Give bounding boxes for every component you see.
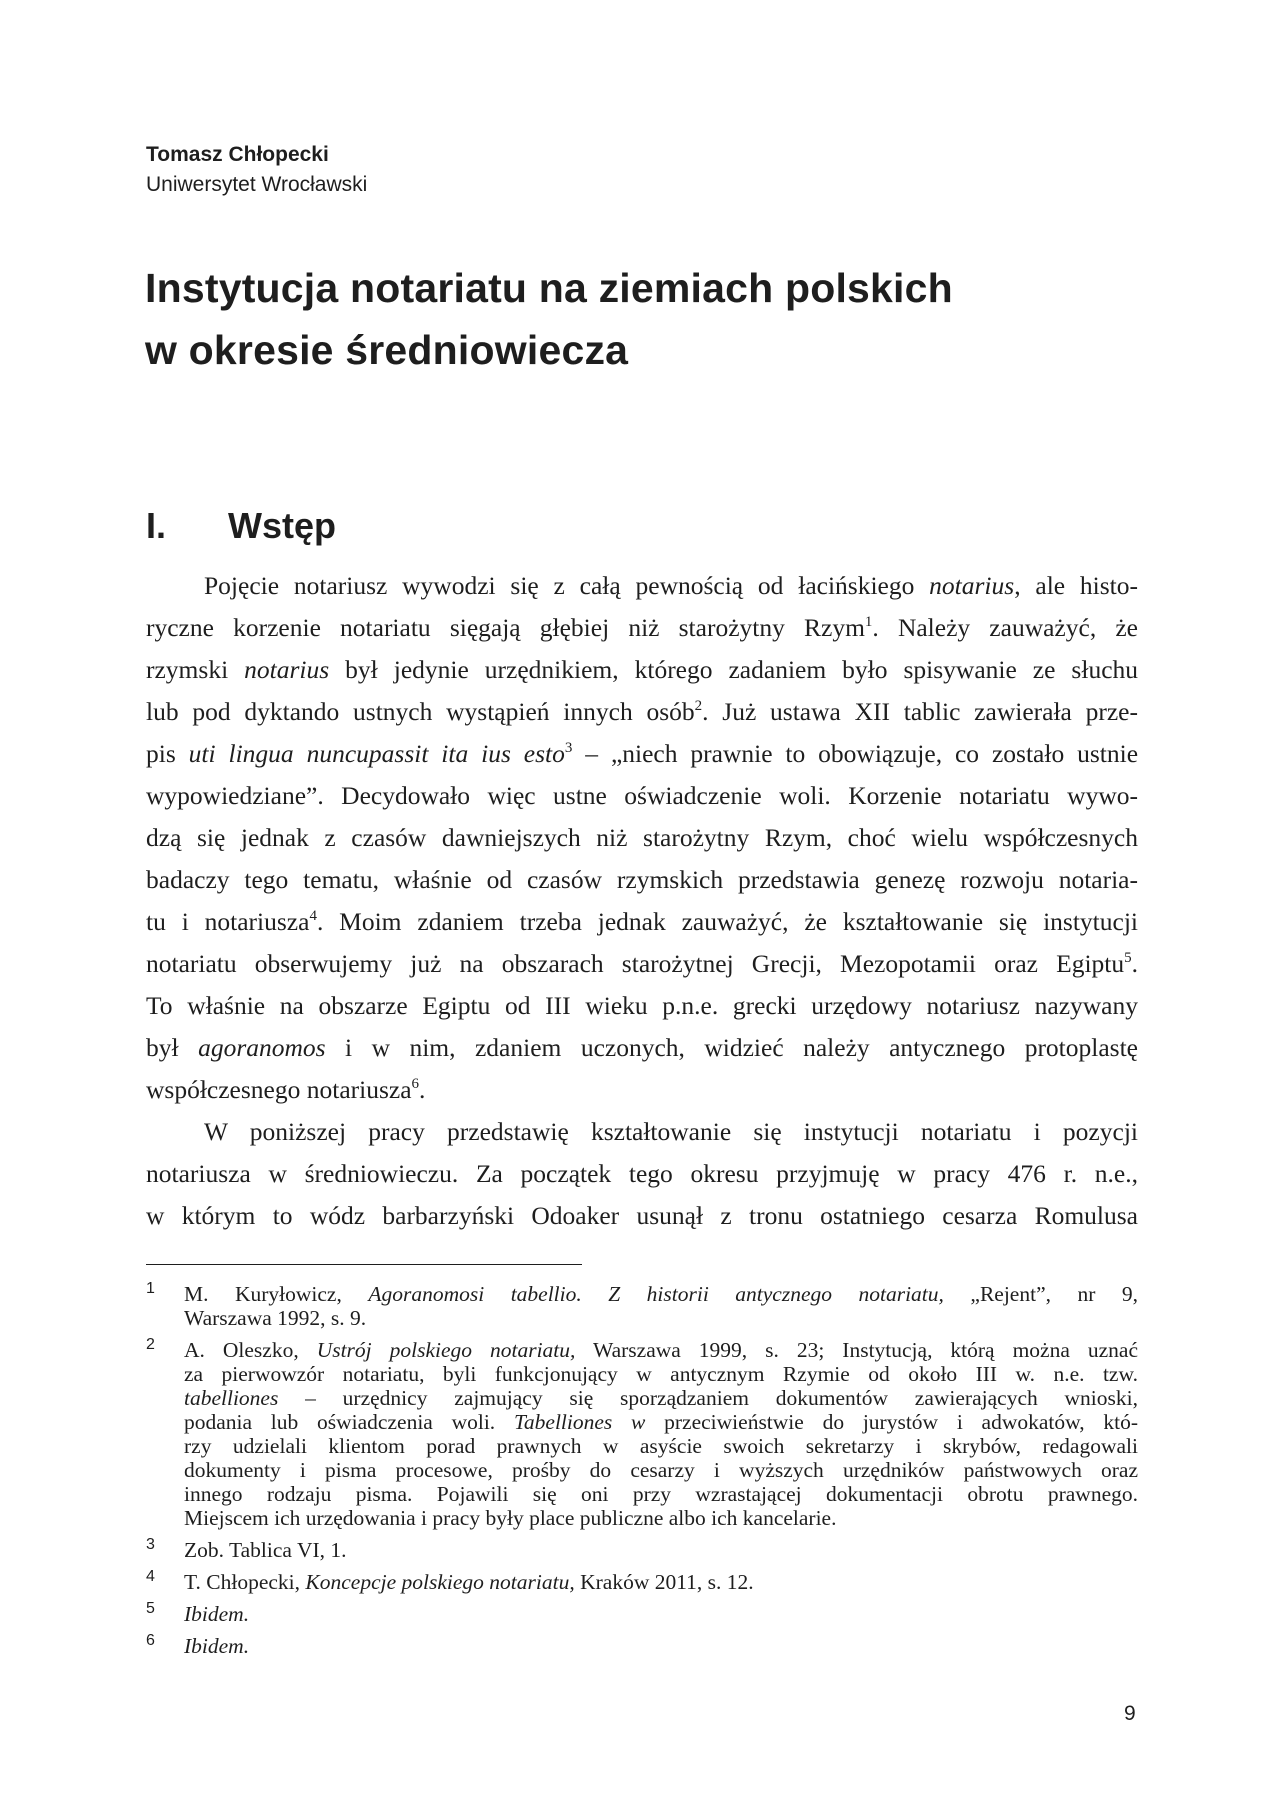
footnote-ref[interactable]: 3 — [564, 740, 573, 756]
section-heading — [146, 505, 336, 547]
body-line: współczesnego notariusza$^6$. — [146, 1075, 426, 1104]
body-line: był agoranomos i w nim, zdaniem uczonych, widzieć należy antycznego protoplastę — [146, 1033, 1138, 1062]
body-line: pis uti lingua nuncupassit ita ius esto$^3$ – „niech prawnie to obowiązuje, co zostało ustnie — [146, 739, 1139, 768]
footnote-number: 4 — [146, 1568, 155, 1585]
footnote-number: 3 — [146, 1536, 155, 1553]
footnote-item: 3 Zob. Tablica VI, 1. — [146, 1536, 347, 1562]
footnote-item: 6 Ibidem. — [146, 1632, 250, 1658]
footnote-item: 5 Ibidem. — [146, 1600, 250, 1626]
title-line-2: w okresie średniowiecza — [145, 327, 629, 373]
body-line: notariusza w średniowieczu. Za początek tego okresu przyjmuję w pracy 476 r. n.e., — [146, 1159, 1138, 1188]
author-name: Tomasz Chłopecki — [146, 143, 329, 166]
article-title — [145, 257, 1145, 381]
body-line: wypowiedziane”. Decydowało więc ustne oświadczenie woli. Korzenie notariatu wywo- — [146, 781, 1138, 810]
footnote-number: 5 — [146, 1600, 155, 1617]
footnote-divider — [146, 1264, 582, 1265]
body-line: Pojęcie notariusz wywodzi się z całą pewnością od łacińskiego notarius, ale histo- — [204, 571, 1138, 600]
author-affiliation: Uniwersytet Wrocławski — [146, 173, 368, 196]
footnote-ref[interactable]: 6 — [411, 1076, 420, 1092]
footnote-number: 6 — [146, 1632, 155, 1649]
footnote-item: 2 A. Oleszko, Ustrój polskiego notariatu, Warszawa 1999, s. 23; Instytucją, którą można uznać za pierwowzór notariatu, byli funkcjonujący w antycznym Rzymie od około III w. n.e. tzw. tabelliones – urzędnicy zajmujący się sporządzaniem dokumentów zawierających wnioski, podania lub oświadczenia woli. Tabelliones w przeciwieństwie do jurystów i adwokatów, któ- rzy udzielali klientom porad prawnych w asyście swoich sekretarzy i skrybów, redagowali dokumenty i pisma procesowe, prośby do cesarzy i wyższych urzędników państwowych oraz innego rodzaju pisma. Pojawili się oni przy wzrastającej dokumentacji obrotu prawnego. Miejscem ich urzędowania i pracy były place publiczne albo ich kancelarie. — [146, 1336, 1139, 1530]
footnote-ref[interactable]: 4 — [309, 908, 317, 924]
footnotes — [146, 1282, 1138, 1666]
body-line: W poniższej pracy przedstawię kształtowanie się instytucji notariatu i pozycji — [204, 1117, 1138, 1146]
section-title: Wstęp — [228, 505, 336, 546]
footnote-number: 1 — [146, 1280, 155, 1297]
body-text — [146, 565, 1138, 1237]
footnote-item: 1 M. Kuryłowicz, Agoranomosi tabellio. Z historii antycznego notariatu, „Rejent”, nr 9, Warszawa 1992, s. 9. — [146, 1280, 1138, 1330]
body-line: ryczne korzenie notariatu sięgają głębiej niż starożytny Rzym$^1$. Należy zauważyć, że — [146, 613, 1138, 642]
title-line-1: Instytucja notariatu na ziemiach polskich — [145, 265, 953, 311]
body-line: dzą się jednak z czasów dawniejszych niż starożytny Rzym, choć wielu współczesnych — [146, 823, 1138, 852]
body-line: notariatu obserwujemy już na obszarach starożytnej Grecji, Mezopotamii oraz Egiptu$^5$. — [146, 949, 1138, 978]
footnote-number: 2 — [146, 1336, 155, 1353]
body-line: lub pod dyktando ustnych wystąpień innych osób$^2$. Już ustawa XII tablic zawierała prze- — [146, 697, 1138, 726]
body-line: w którym to wódz barbarzyński Odoaker usunął z tronu ostatniego cesarza Romulusa — [146, 1201, 1138, 1230]
page-number: 9 — [1124, 1702, 1136, 1725]
body-line: badaczy tego tematu, właśnie od czasów rzymskich przedstawia genezę rozwoju notaria- — [146, 865, 1138, 894]
body-line: To właśnie na obszarze Egiptu od III wieku p.n.e. grecki urzędowy notariusz nazywany — [146, 991, 1138, 1020]
footnote-item: 4 T. Chłopecki, Koncepcje polskiego notariatu, Kraków 2011, s. 12. — [146, 1568, 754, 1594]
body-line: tu i notariusza$^4$. Moim zdaniem trzeba jednak zauważyć, że kształtowanie się instytucji — [146, 907, 1138, 936]
footnote-ref[interactable]: 5 — [1124, 950, 1132, 966]
footnote-ref[interactable]: 2 — [694, 698, 703, 714]
footnote-ref[interactable]: 1 — [864, 614, 873, 630]
body-line: rzymski notarius był jedynie urzędnikiem, którego zadaniem było spisywanie ze słuchu — [146, 655, 1139, 684]
section-number: I. — [146, 505, 167, 546]
